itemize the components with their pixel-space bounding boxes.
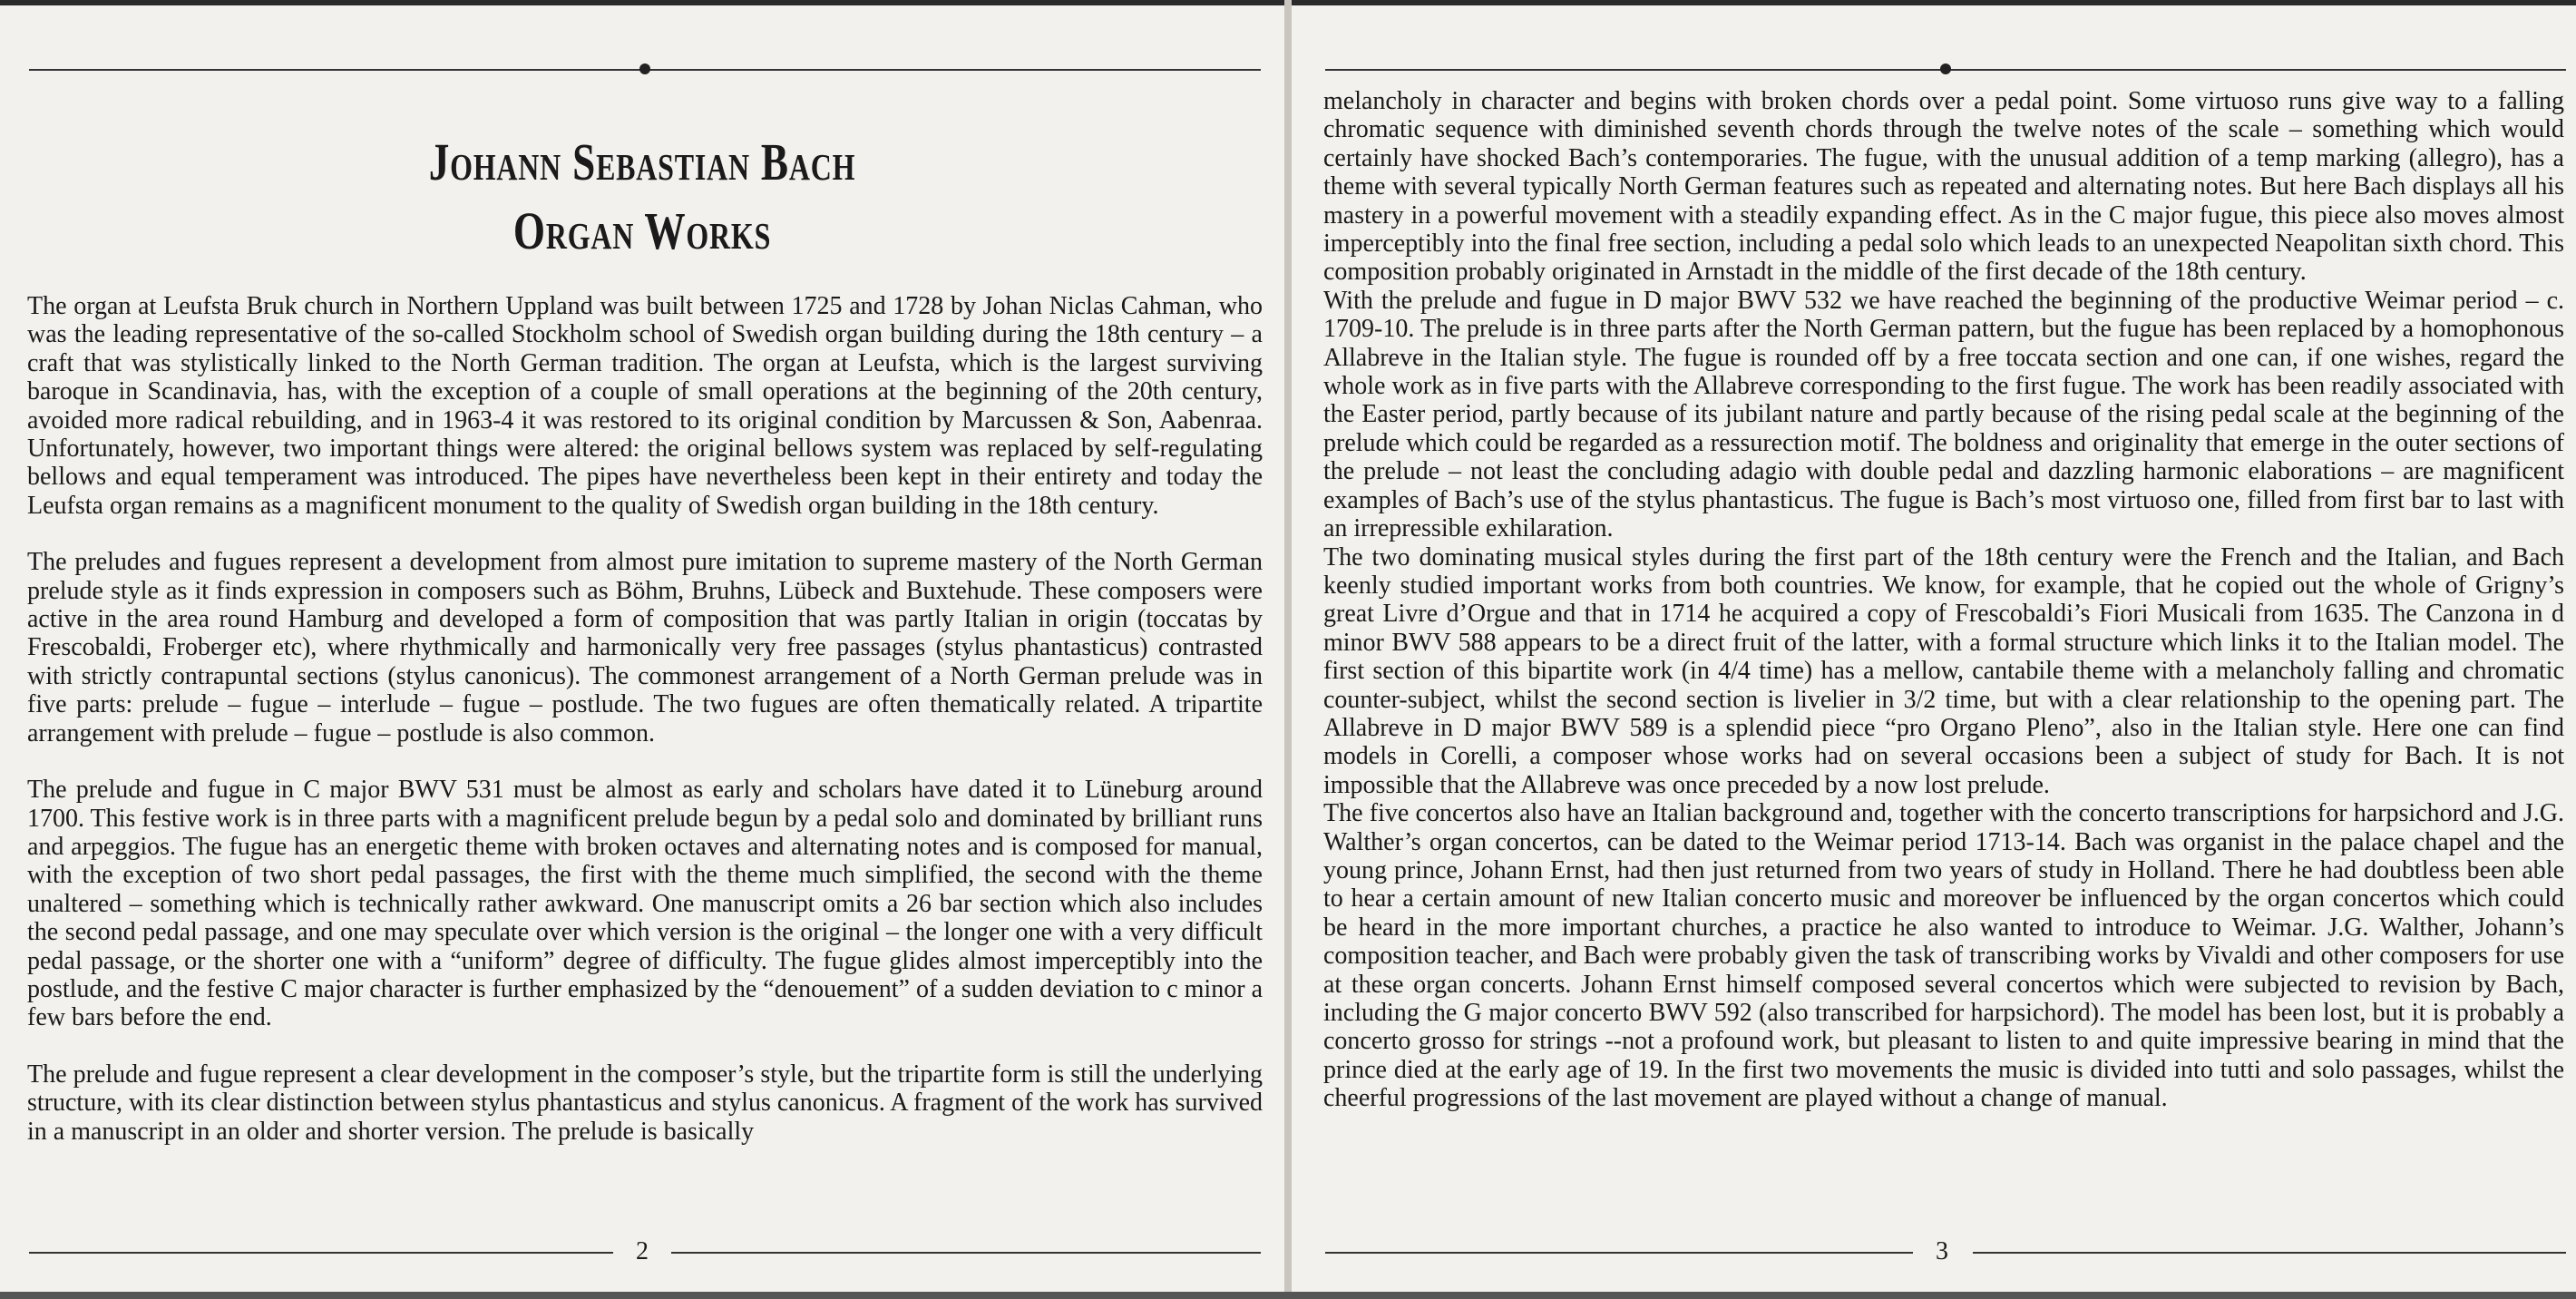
left-body-text [27, 292, 1263, 1146]
paragraph-concertos: The five concertos also have an Italian background and, together with the concerto transcriptions for harpsichord and J.G. Walther’s organ concertos, can be dated to the Weimar period 1713-14. Bach was organist in the palace chapel and the young prince, Johann Ernst, had then just returned from two years of study in Holland. There he had doubtless been able to hear a certain amount of new Italian concerto music and moreover be influenced by the organ concertos which could be heard in the more important churches, a practice he also wanted to introduce to Weimar. J.G. Walther, Johann’s composition teacher, and Bach were probably given the task of transcribing works by Vivaldi and other composers for use at these organ concerts. Johann Ernst himself composed several concertos which were subjected to revision by Bach, including the G major concerto BWV 592 (also transcribed for harpsichord). The model has been lost, but it is probably a concerto grosso for strings --not a profound work, but pleasant to listen to and quite impressive bearing in mind that the prince died at the early age of 19. In the first two movements the music is divided into tutti and solo passages, whilst the cheerful progressions of the last movement are played without a change of manual. [1323, 799, 2564, 1113]
paragraph-bwv-531: The prelude and fugue in C major BWV 531 must be almost as early and scholars have dated it to Lüneburg around 1700. This festive work is in three parts with a magnificent prelude begun by a pedal solo and dominated by brilliant runs and arpeggios. The fugue has an energetic theme with broken octaves and alternating notes and is composed for manual, with the exception of two short pedal passages, the first with the theme much simplified, the second with the theme unaltered – something which is technically rather awkward. One manuscript omits a 26 bar section which also includes the second pedal passage, and one may speculate over which version is the original – the longer one with a very difficult pedal passage, or the shorter one with a “uniform” degree of difficulty. The fugue glides almost imperceptibly into the postlude, and the festive C major character is further emphasized by the “denouement” of a sudden deviation to c minor a few bars before the end. [27, 776, 1263, 1032]
left-page [0, 0, 1284, 1299]
title-line-works: Organ Works [512, 200, 772, 260]
paragraph-tripartite-form: The prelude and fugue represent a clear development in the composer’s style, but the tripartite form is still the underlying structure, with its clear distinction between stylus phantasticus and stylus canonicus. A fragment of the work has survived in a manuscript in an older and shorter version. The prelude is basically [27, 1060, 1263, 1146]
page-number: 3 [1936, 1237, 1948, 1265]
footer-rule-left [1325, 1252, 1913, 1254]
footer-rule-left [29, 1252, 613, 1254]
page-gutter [1284, 0, 1292, 1299]
ornament-dot [1940, 63, 1951, 74]
paragraph-north-german-style: The preludes and fugues represent a development from almost pure imitation to supreme mastery of the North German prelude style as it finds expression in composers such as Böhm, Bruhns, Lübeck and Buxtehude. These composers were active in the area round Hamburg and developed a form of composition that was partly Italian in origin (toccatas by Frescobaldi, Froberger etc), where rhythmically and harmonically very free passages (stylus phantasticus) contrasted with strictly contrapuntal sections (stylus canonicus). The commonest arrangement of a North German prelude was in five parts: prelude – fugue – interlude – fugue – postlude. The two fugues are often thematically related. A tripartite arrangement with prelude – fugue – postlude is also common. [27, 548, 1263, 747]
page-title [141, 128, 1143, 266]
page-number: 2 [636, 1237, 649, 1265]
right-page [1292, 0, 2576, 1299]
footer-rule-right [1973, 1252, 2566, 1254]
ornament-dot [639, 63, 650, 74]
right-body-text [1323, 87, 2564, 1113]
paragraph-french-italian-styles: The two dominating musical styles during the first part of the 18th century were the French and the Italian, and Bach keenly studied important works from both countries. We know, for example, that he copied out the whole of Grigny’s great Livre d’Orgue and that in 1714 he acquired a copy of Frescobaldi’s Fiori Musicali from 1635. The Canzona in d minor BWV 588 appears to be a direct fruit of the latter, with a formal structure which links it to the Italian model. The first section of this bipartite work (in 4/4 time) has a mellow, cantabile theme with a melancholy falling and chromatic counter-subject, whilst the second section is livelier in 3/2 time, but with a clear relationship to the opening part. The Allabreve in D major BWV 589 is a splendid piece “pro Organo Pleno”, also in the Italian style. Here one can find models in Corelli, a composer whose works had on several occasions been a subject of study for Bach. It is not impossible that the Allabreve was once preceded by a now lost prelude. [1323, 542, 2564, 799]
footer-rule-right [671, 1252, 1261, 1254]
paragraph-melancholy-prelude: melancholy in character and begins with broken chords over a pedal point. Some virtuoso runs give way to a falling chromatic sequence with diminished seventh chords through the twelve notes of the scale – something which would certainly have shocked Bach’s contemporaries. The fugue, with the unusual addition of a temp marking (allegro), has a theme with several typically North German features such as repeated and alternating notes. But here Bach displays all his mastery in a powerful movement with a steadily expanding effect. As in the C major fugue, this piece also moves almost imperceptibly into the final free section, including a pedal solo which leads to an unexpected Neapolitan sixth chord. This composition probably originated in Arnstadt in the middle of the first decade of the 18th century. [1323, 87, 2564, 287]
paragraph-bwv-532: With the prelude and fugue in D major BWV 532 we have reached the beginning of the productive Weimar period – c. 1709-10. The prelude is in three parts after the North German pattern, but the fugue has been replaced by a homophonous Allabreve in the Italian style. The fugue is rounded off by a free toccata section and one can, if one wishes, regard the whole work as in five parts with the Allabreve corresponding to the first fugue. The work has been readily associated with the Easter period, partly because of its jubilant nature and partly because of the rising pedal scale at the beginning of the prelude which could be regarded as a ressurection motif. The boldness and originality that emerge in the outer sections of the prelude – not least the concluding adagio with double pedal and dazzling harmonic elaborations – are magnificent examples of Bach’s use of the stylus phantasticus. The fugue is Bach’s most virtuoso one, filled from first bar to last with an irrepressible exhilaration. [1323, 286, 2564, 543]
title-line-composer: Johann Sebastian Bach [428, 132, 856, 191]
paragraph-organ-history: The organ at Leufsta Bruk church in Northern Uppland was built between 1725 and 1728 by Johan Niclas Cahman, who was the leading representative of the so-called Stockholm school of Swedish organ building during the 18th century – a craft that was stylistically linked to the North German tradition. The organ at Leufsta, which is the largest surviving baroque in Scandinavia, has, with the exception of a couple of small operations at the beginning of the 20th century, avoided more radical rebuilding, and in 1963-4 it was restored to its original condition by Marcussen & Son, Aabenraa. Unfortunately, however, two important things were altered: the original bellows system was replaced by self-regulating bellows and equal temperament was introduced. The pipes have nevertheless been kept in their entirety and today the Leufsta organ remains as a magnificent monument to the quality of Swedish organ building in the 18th century. [27, 292, 1263, 520]
